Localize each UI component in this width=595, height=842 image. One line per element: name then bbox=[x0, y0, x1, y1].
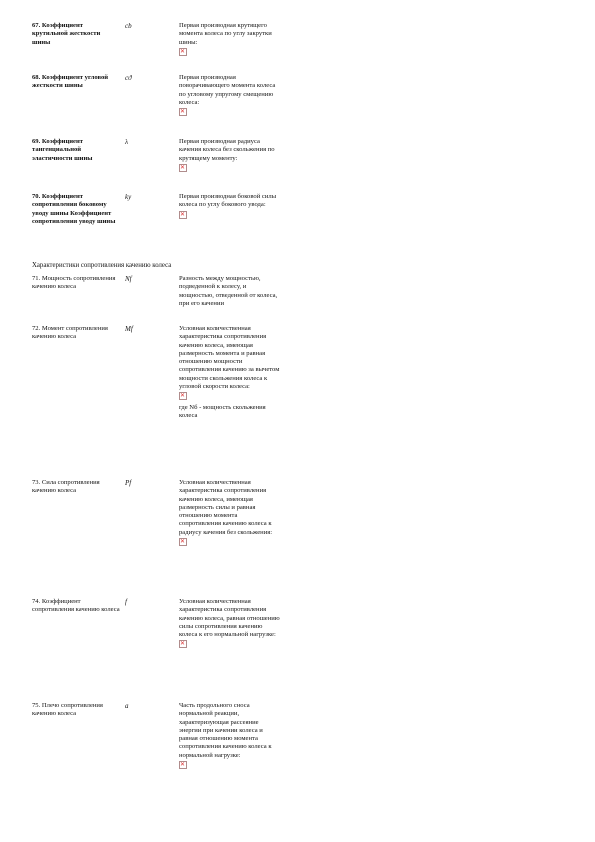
definition-text: Первая производная крутящего момента колеса по углу закрутки шины: bbox=[179, 22, 272, 46]
term-definition bbox=[179, 138, 281, 175]
term-name: 72. Момент сопротивления качению колеса bbox=[32, 325, 108, 341]
broken-image-icon bbox=[179, 392, 187, 400]
definition-text: Условная количественная характеристика сопротивления качению колеса, имеющая размерность момента и равная отношению мощности сопротивления качению за вычетом мощности скольжения колеса к угловой скорости колеса: bbox=[179, 325, 280, 391]
term-definition bbox=[179, 598, 281, 652]
term-definition bbox=[179, 74, 281, 119]
term-definition bbox=[179, 325, 281, 420]
broken-image-icon bbox=[179, 164, 187, 172]
term-symbol: f bbox=[125, 598, 127, 606]
definition-text: Разность между мощностью, подведенной к колесу, и мощностью, отведенной от колеса, при его качении bbox=[179, 275, 278, 307]
definition-text: Часть продольного сноса нормальной реакции, характеризующая рассеяние энергии при качении колеса и равная отношению момента сопротивления качению колеса к нормальной нагрузке: bbox=[179, 702, 272, 759]
term-symbol: Mf bbox=[125, 325, 133, 333]
broken-image-icon bbox=[179, 761, 187, 769]
term-symbol: Nf bbox=[125, 275, 132, 283]
definition-text: Первая производная боковой силы колеса по углу бокового увода: bbox=[179, 193, 277, 209]
term-definition bbox=[179, 275, 281, 308]
term-symbol: cϑ bbox=[125, 74, 132, 82]
definition-text: Первая производная радиуса качения колеса без скольжения по крутящему моменту: bbox=[179, 138, 275, 162]
term-name: 71. Мощность сопротивления качению колеса bbox=[32, 275, 116, 291]
definition-text: Первая производная поворачивающего момента колеса по угловому упругому смещению колеса: bbox=[179, 74, 276, 106]
definition-text: Условная количественная характеристика сопротивления качению колеса, имеющая размерность силы и равная отношению момента сопротивления качению колеса к радиусу качения без скольжения: bbox=[179, 479, 273, 536]
broken-image-icon bbox=[179, 538, 187, 546]
definition-text: Условная количественная характеристика сопротивления качению колеса, равная отношению силы сопротивления качению колеса к его нормальной нагрузке: bbox=[179, 598, 280, 639]
section-heading: Характеристики сопротивления качению колеса bbox=[32, 262, 172, 269]
term-definition bbox=[179, 22, 281, 59]
term-definition bbox=[179, 702, 281, 772]
term-definition bbox=[179, 193, 281, 222]
broken-image-icon bbox=[179, 640, 187, 648]
definition-note: где Nб - мощность скольжения колеса bbox=[179, 403, 266, 419]
term-name: 67. Коэффициент крутильной жесткости шины bbox=[32, 22, 101, 46]
term-symbol: a bbox=[125, 702, 129, 710]
term-name: 74. Коэффициент сопротивления качению колеса bbox=[32, 598, 120, 614]
broken-image-icon bbox=[179, 48, 187, 56]
broken-image-icon bbox=[179, 108, 187, 116]
term-symbol: λ bbox=[125, 138, 129, 146]
term-symbol: ky bbox=[125, 193, 132, 201]
term-name: 75. Плечо сопротивления качению колеса bbox=[32, 702, 103, 718]
broken-image-icon bbox=[179, 211, 187, 219]
term-symbol: cb bbox=[125, 22, 132, 30]
term-name: 69. Коэффициент тангенциальной эластичности шины bbox=[32, 138, 93, 162]
term-name: 70. Коэффициент сопротивления боковому уводу шины Коэффициент сопротивления уводу шины bbox=[32, 193, 116, 225]
term-definition bbox=[179, 479, 281, 549]
term-name: 68. Коэффициент угловой жесткости шины bbox=[32, 74, 109, 90]
term-symbol: Pf bbox=[125, 479, 132, 487]
term-name: 73. Сила сопротивления качению колеса bbox=[32, 479, 100, 495]
